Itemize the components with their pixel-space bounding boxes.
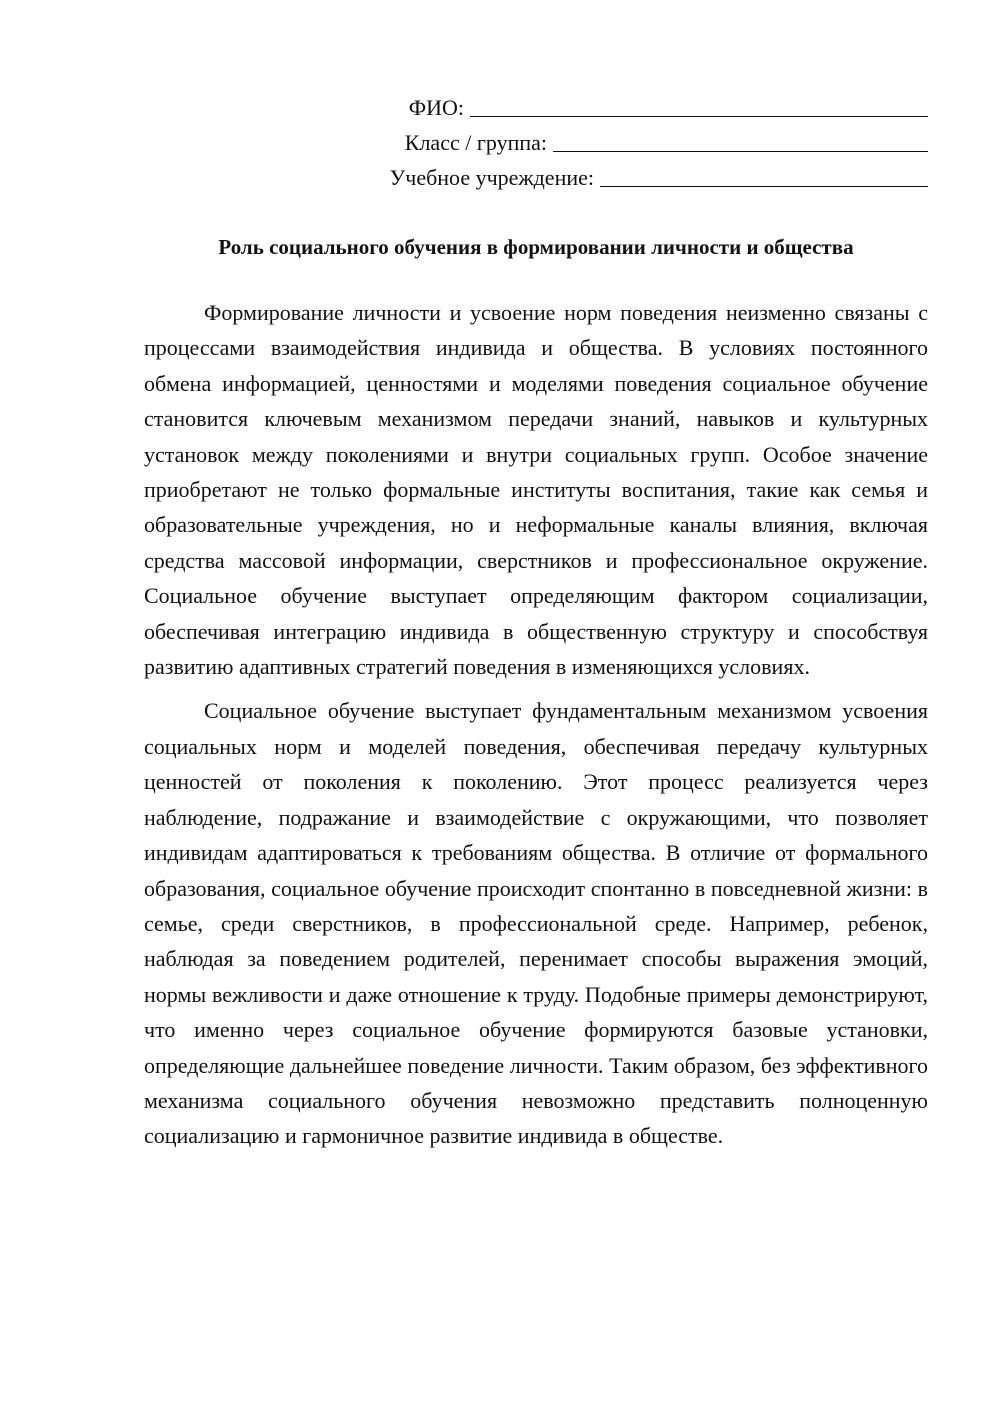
class-blank-field (553, 150, 928, 152)
class-line (360, 125, 928, 160)
document-title: Роль социального обучения в формировании личности и общества (218, 235, 854, 259)
document-body (144, 295, 928, 1163)
school-blank-field (600, 185, 928, 187)
paragraph-2: Социальное обучение выступает фундаментальным механизмом усвоения социальных норм и моделей поведения, обеспечивая передачу культурных ценностей от поколения к поколению. Этот процесс реализуется через наблюдение, подражание и взаимодействие с окружающими, что позволяет индивидам адаптироваться к требованиям общества. В отличие от формального образования, социальное обучение происходит спонтанно в повседневной жизни: в семье, среди сверстников, в профессиональной среде. Например, ребенок, наблюдая за поведением родителей, перенимает способы выражения эмоций, нормы вежливости и даже отношение к труду. Подобные примеры демонстрируют, что именно через социальное обучение формируются базовые установки, определяющие дальнейшее поведение личности. Таким образом, без эффективного механизма социального обучения невозможно представить полноценную социализацию и гармоничное развитие индивида в обществе. (144, 698, 928, 1149)
fio-blank-field (470, 115, 928, 117)
fio-line (360, 90, 928, 125)
student-info-header (360, 90, 928, 195)
fio-label: ФИО: (408, 95, 464, 120)
class-label: Класс / группа: (404, 130, 547, 155)
school-line (360, 160, 928, 195)
paragraph-1: Формирование личности и усвоение норм поведения неизменно связаны с процессами взаимодействия индивида и общества. В условиях постоянного обмена информацией, ценностями и моделями поведения социальное обучение становится ключевым механизмом передачи знаний, навыков и культурных установок между поколениями и внутри социальных групп. Особое значение приобретают не только формальные институты воспитания, такие как семья и образовательные учреждения, но и неформальные каналы влияния, включая средства массовой информации, сверстников и профессиональное окружение. Социальное обучение выступает определяющим фактором социализации, обеспечивая интеграцию индивида в общественную структуру и способствуя развитию адаптивных стратегий поведения в изменяющихся условиях. (144, 300, 928, 680)
school-label: Учебное учреждение: (389, 165, 594, 190)
